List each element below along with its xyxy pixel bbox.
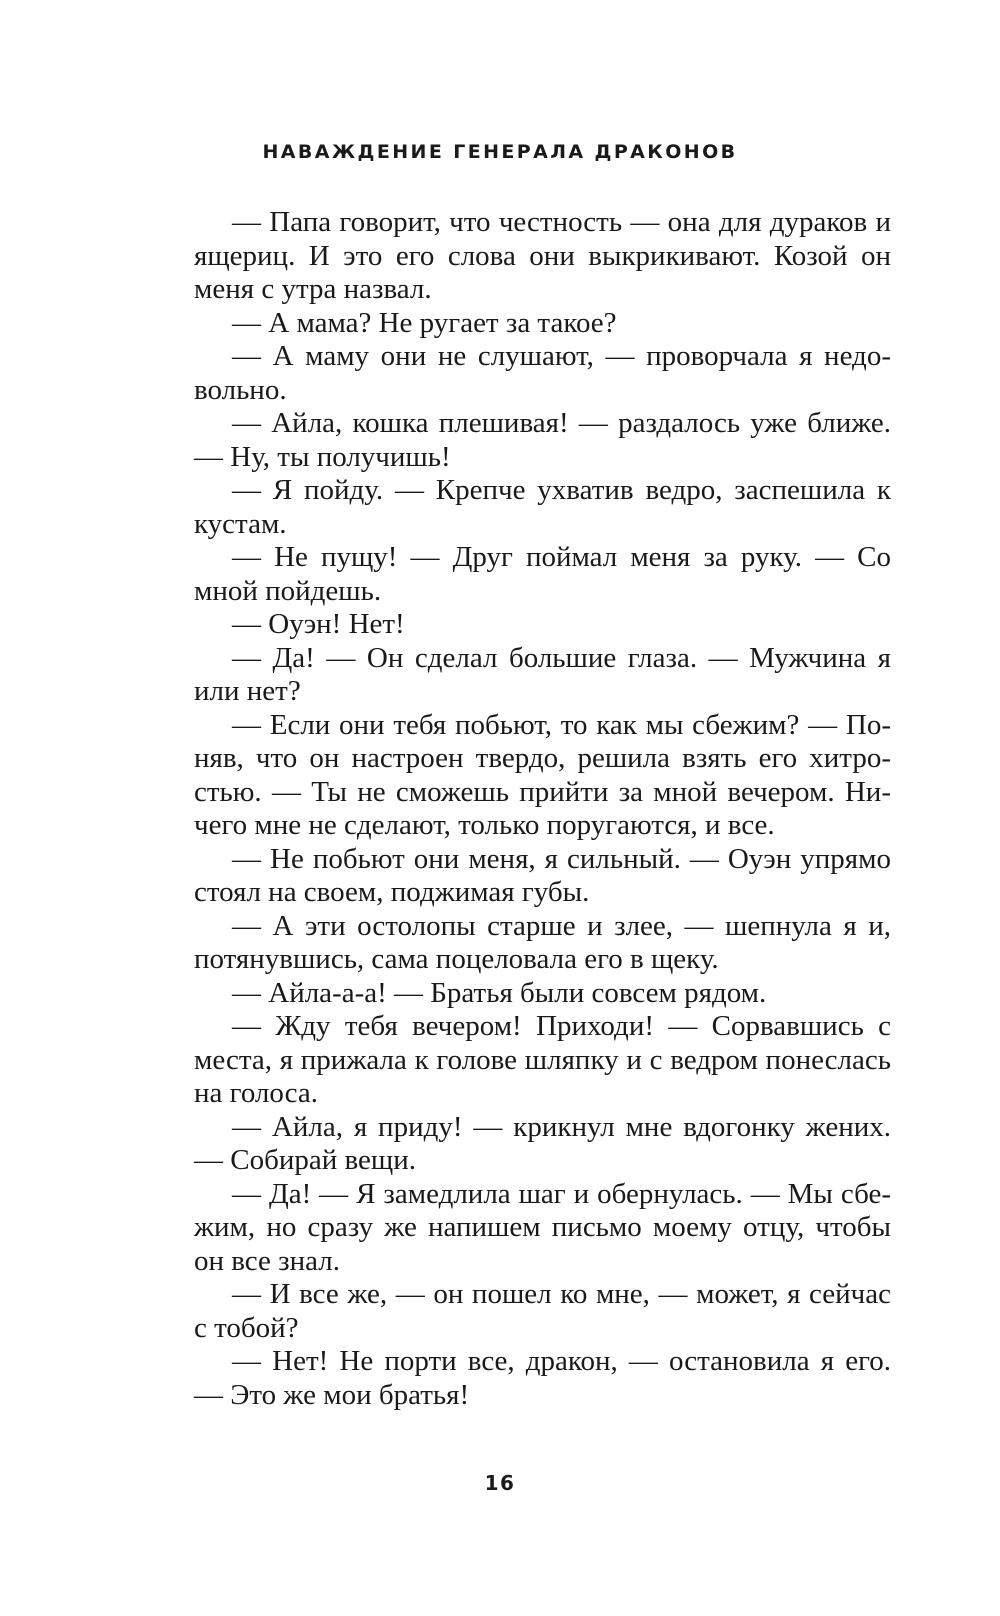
paragraph: — Я пойду. — Крепче ухватив ведро, заспешила к кустам. — [194, 474, 891, 540]
paragraph: — А маму они не слушают, — проворчала я недовольно. — [194, 340, 891, 406]
paragraph: — Оуэн! Нет! — [232, 608, 405, 640]
paragraph: — А мама? Не ругает за такое? — [232, 306, 617, 339]
paragraph: — Если они тебя побьют, то как мы сбежим? — Поняв, что он настроен твердо, решила взять его хитростью. — Ты не сможешь прийти за мной вечером. Ничего мне не сделают, только поругаются, и все. — [194, 708, 891, 841]
paragraph: — Айла-а-а! — Братья были совсем рядом. — [232, 976, 767, 1009]
paragraph: — И все же, — он пошел ко мне, — может, я сейчас с тобой? — [194, 1278, 891, 1344]
paragraph: — А эти остолопы старше и злее, — шепнула я и, потянувшись, сама поцеловала его в щеку. — [194, 909, 891, 975]
paragraph: — Не пущу! — Друг поймал меня за руку. — Со мной пойдешь. — [194, 541, 891, 607]
paragraph: — Айла, я приду! — крикнул мне вдогонку жених. — Собирай вещи. — [194, 1110, 891, 1176]
paragraph: — Нет! Не порти все, дракон, — остановила я его. — Это же мои братья! — [194, 1345, 891, 1411]
paragraph: — Айла, кошка плешивая! — раздалось уже ближе. — Ну, ты получишь! — [194, 407, 891, 473]
paragraph: — Да! — Я замедлила шаг и обернулась. — Мы сбежим, но сразу же напишем письмо моему отцу, чтобы он все знал. — [194, 1177, 891, 1277]
page-number: 16 — [484, 1471, 516, 1495]
running-head: НАВАЖДЕНИЕ ГЕНЕРАЛА ДРАКОНОВ — [262, 141, 738, 163]
paragraph: — Не побьют они меня, я сильный. — Оуэн упрямо стоял на своем, поджимая губы. — [194, 842, 891, 908]
paragraph: — Жду тебя вечером! Приходи! — Сорвавшись с места, я прижала к голове шляпку и с ведром понеслась на голоса. — [194, 1010, 891, 1109]
paragraph: — Да! — Он сделал большие глаза. — Мужчина я или нет? — [194, 641, 891, 707]
body-text — [194, 206, 891, 1412]
paragraph: — Папа говорит, что честность — она для дураков и ящериц. И это его слова они выкрикивают. Козой он меня с утра назвал. — [194, 206, 891, 305]
